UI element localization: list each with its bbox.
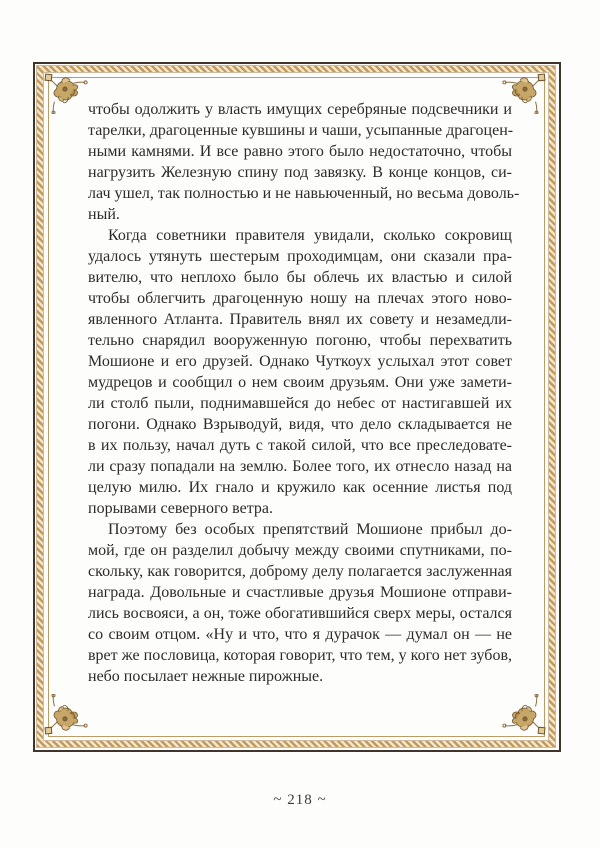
- text-line: мудрецов и сообщил о нем своим друзьям. Они уже замети-: [88, 374, 512, 391]
- text-line: ли столб пыли, поднимавшейся до небес от настигавшей их: [88, 395, 512, 412]
- text-line: ли сразу попадали на землю. Более того, их отнесло назад на: [88, 458, 512, 475]
- page-number: ~ 218 ~: [273, 792, 327, 808]
- text-line: лись восвояси, а он, тоже обогатившийся сверх меры, остался: [88, 605, 512, 622]
- text-line: ный.: [88, 206, 120, 223]
- text-line: ными камнями. И все равно этого было недостаточно, чтобы: [88, 143, 512, 160]
- text-line: Мошионе и его друзей. Однако Чуткоух услыхал этот совет: [88, 353, 512, 370]
- text-line: награда. Довольные и счастливые друзья Мошионе отправи-: [88, 584, 512, 601]
- cherub-flourish-icon: [42, 70, 88, 114]
- text-block: [88, 99, 520, 687]
- text-line: тарелки, драгоценные кувшины и чаши, усыпанные драгоцен-: [88, 122, 514, 139]
- text-line: лач ушел, так полностью и не навьюченный, но весьма доволь-: [88, 185, 520, 202]
- text-line: удалось утянуть шестерым проходимцам, они сказали пра-: [88, 248, 512, 265]
- text-line: в их пользу, начал дуть с такой силой, что все преследовате-: [88, 437, 512, 454]
- text-line: небо посылает нежные пирожные.: [88, 668, 324, 685]
- text-line: врет же пословица, которая говорит, что тем, у кого нет зубов,: [88, 647, 512, 664]
- text-line: целую милю. Их гнало и кружило как осенние листья под: [88, 479, 512, 496]
- text-line: чтобы одолжить у власть имущих серебряные подсвечники и: [88, 101, 512, 118]
- text-line: со своим отцом. «Ну и что, что я дурачок — думал он — не: [88, 626, 512, 643]
- text-line: мой, где он разделил добычу между своими спутниками, по-: [88, 542, 512, 559]
- text-line: нагрузить Железную спину под завязку. В конце концов, си-: [88, 164, 512, 181]
- text-line: тельно снарядил вооруженную погоню, чтобы перехватить: [88, 332, 512, 349]
- text-line: погони. Однако Взрыводуй, видя, что дело складывается не: [88, 416, 512, 433]
- text-line: Когда советники правителя увидали, сколько сокровищ: [108, 227, 512, 244]
- text-line: Поэтому без особых препятствий Мошионе прибыл до-: [108, 521, 512, 538]
- text-line: вителю, что неплохо было бы облечь их властью и силой: [88, 269, 512, 286]
- cherub-flourish-icon: [502, 694, 548, 738]
- text-line: скольку, как говорится, доброму делу полагается заслуженная: [88, 563, 512, 580]
- text-line: порывами северного ветра.: [88, 500, 273, 517]
- text-line: явленного Атланта. Правитель внял их совету и незамедли-: [88, 311, 512, 328]
- text-line: чтобы облегчить драгоценную ношу на плечах этого ново-: [88, 290, 512, 307]
- cherub-flourish-icon: [42, 694, 88, 738]
